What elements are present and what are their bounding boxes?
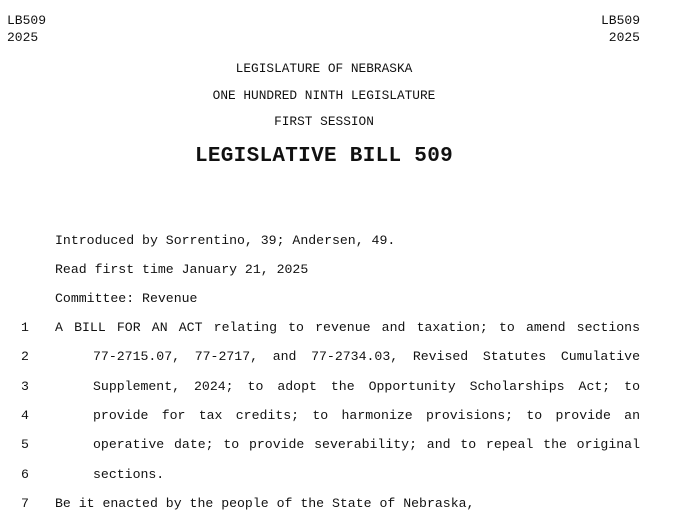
line-number: 5 xyxy=(21,437,29,452)
bill-number-right: LB509 xyxy=(600,13,640,28)
bill-text-line: Be it enacted by the people of the State of Nebraska, xyxy=(55,496,475,511)
session-name-heading: ONE HUNDRED NINTH LEGISLATURE xyxy=(212,88,436,103)
line-number: 6 xyxy=(21,467,29,482)
line-number: 2 xyxy=(21,349,29,364)
bill-year-left: 2025 xyxy=(7,30,39,45)
bill-text-line: 77-2715.07, 77-2717, and 77-2734.03, Revised Statutes Cumulative xyxy=(93,349,640,364)
bill-number-left: LB509 xyxy=(7,13,47,28)
introduced-by: Introduced by Sorrentino, 39; Andersen, 49. xyxy=(55,233,396,248)
line-number: 3 xyxy=(21,379,29,394)
header-left-id xyxy=(7,12,46,46)
line-number: 4 xyxy=(21,408,29,423)
read-first-time: Read first time January 21, 2025 xyxy=(55,262,309,277)
bill-text-line: sections. xyxy=(93,467,165,482)
bill-year-right: 2025 xyxy=(608,30,640,45)
line-number: 1 xyxy=(21,320,29,335)
header-right-id xyxy=(601,12,640,46)
bill-text-line: provide for tax credits; to harmonize provisions; to provide an xyxy=(93,408,640,423)
committee: Committee: Revenue xyxy=(55,291,198,306)
line-number: 7 xyxy=(21,496,29,511)
bill-text-line: Supplement, 2024; to adopt the Opportunity Scholarships Act; to xyxy=(93,379,640,394)
bill-title: LEGISLATIVE BILL 509 xyxy=(194,145,454,168)
bill-text-line: operative date; to provide severability; and to repeal the original xyxy=(93,437,640,452)
bill-text-line: A BILL FOR AN ACT relating to revenue and taxation; to amend sections xyxy=(55,320,640,335)
session-heading: FIRST SESSION xyxy=(274,114,374,129)
legislature-heading: LEGISLATURE OF NEBRASKA xyxy=(235,61,413,76)
